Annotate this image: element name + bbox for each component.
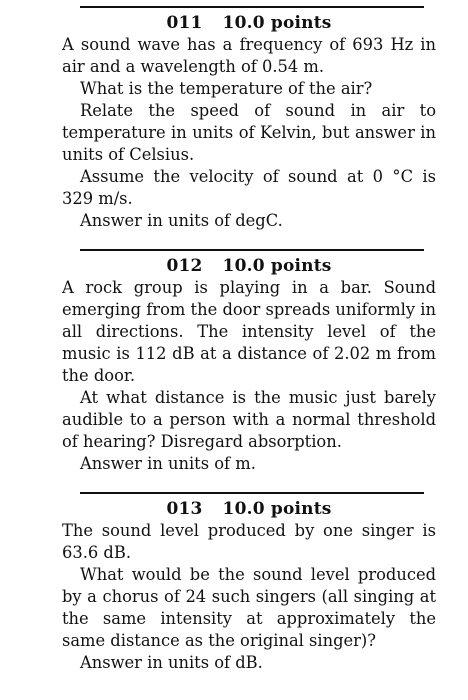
problem-text: A rock group is playing in a bar. Sound emerging from the door spreads uniformly in all directions. The intensity level of the music is 112 dB at a distance of 2.02 m from the door.: [62, 278, 436, 385]
problem-number: 012: [166, 256, 203, 276]
problem-header: [62, 498, 436, 520]
problem-text: A sound wave has a frequency of 693 Hz in air and a wavelength of 0.54 m.: [62, 35, 436, 76]
problem-header: [62, 12, 436, 34]
problem-012: [62, 249, 436, 475]
problem-header: [62, 255, 436, 277]
problem-hint: Relate the speed of sound in air to temperature in units of Kelvin, but answer in units of Celsius.: [62, 101, 436, 164]
problem-points: 10.0 points: [222, 13, 332, 33]
problem-points: 10.0 points: [222, 256, 332, 276]
problem-assumption: Assume the velocity of sound at 0 °C is 329 m/s.: [62, 167, 436, 208]
problem-number: 013: [166, 499, 203, 519]
problem-text: The sound level produced by one singer is 63.6 dB.: [62, 521, 436, 562]
problem-question: What would be the sound level produced by a chorus of 24 such singers (all singing at the same intensity at approximately the same distance as the original singer)?: [62, 565, 436, 650]
answer-units: Answer in units of degC.: [80, 211, 283, 230]
answer-units: Answer in units of m.: [80, 454, 256, 473]
homework-page: [62, 0, 436, 674]
problem-number: 011: [166, 13, 203, 33]
problem-divider: [80, 492, 424, 494]
problem-011: [62, 6, 436, 232]
problem-question: What is the temperature of the air?: [80, 79, 373, 98]
problem-question: At what distance is the music just barely audible to a person with a normal threshold of hearing? Disregard absorption.: [62, 388, 436, 451]
problem-points: 10.0 points: [222, 499, 332, 519]
answer-units: Answer in units of dB.: [80, 653, 263, 672]
problem-013: [62, 492, 436, 674]
problem-divider: [80, 249, 424, 251]
problem-divider: [80, 6, 424, 8]
